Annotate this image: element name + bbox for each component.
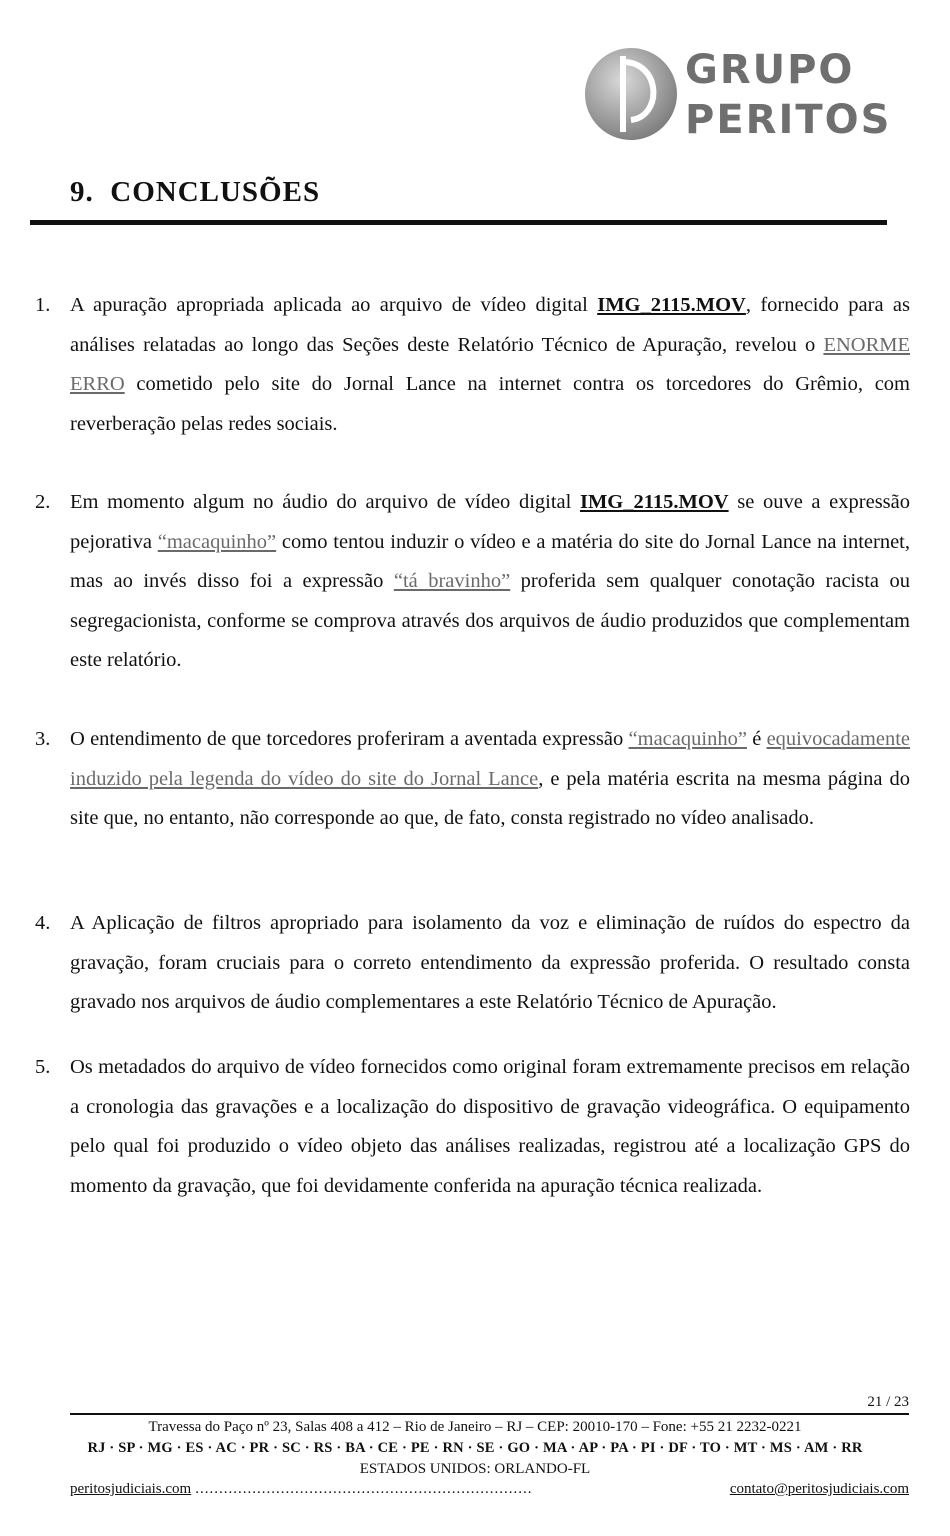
conclusion-item-5 bbox=[30, 1048, 910, 1206]
grupo-peritos-logo-mark bbox=[583, 44, 679, 144]
footer-links bbox=[70, 1479, 909, 1499]
file-name: IMG_2115.MOV bbox=[597, 294, 746, 316]
item-text: A Aplicação de filtros apropriado para isolamento da voz e eliminação de ruídos do espectro da gravação, foram cruciais para o correto entendimento da expressão proferida. O resultado consta gravado nos arquivos de áudio complementares a este Relatório Técnico de Apuração. bbox=[70, 912, 910, 1013]
highlight-macaquinho: “macaquinho” bbox=[628, 728, 747, 750]
file-name: IMG_2115.MOV bbox=[579, 491, 729, 513]
conclusion-item-1 bbox=[30, 286, 910, 483]
item-number: 5. bbox=[35, 1056, 51, 1078]
logo-word-grupo: GRUPO bbox=[685, 47, 855, 93]
footer-states: RJ · SP · MG · ES · AC · PR · SC · RS · BA · CE · PE · RN · SE · GO · MA · AP · PA · PI · DF · TO · MT · MS · AM · RR bbox=[87, 1440, 863, 1456]
footer-email-link[interactable]: contato@peritosjudiciais.com bbox=[729, 1481, 909, 1497]
item-number: 1. bbox=[35, 294, 51, 316]
conclusions-list bbox=[30, 286, 910, 1206]
section-heading bbox=[70, 176, 320, 209]
item-number: 2. bbox=[35, 491, 51, 513]
section-number: 9. bbox=[70, 176, 94, 208]
item-text: Os metadados do arquivo de vídeo fornecidos como original foram extremamente precisos em relação a cronologia das gravações e a localização do dispositivo de gravação videográfica. O equipamento pelo qual foi produzido o vídeo objeto das análises realizadas, registrou até a localização GPS do momento da gravação, que foi devidamente conferida na apuração técnica realizada. bbox=[70, 1056, 910, 1197]
item-text: O entendimento de que torcedores proferiram a aventada expressão “macaquinho” é equivocadamente induzido pela legenda do vídeo do site do Jornal Lance, e pela matéria escrita na mesma página do site que, no entanto, não corresponde ao que, de fato, consta registrado no vídeo analisado. bbox=[70, 728, 910, 829]
page-number: 21 / 23 bbox=[867, 1394, 909, 1410]
footer-website-link[interactable]: peritosjudiciais.com bbox=[70, 1481, 192, 1497]
footer-usa: ESTADOS UNIDOS: ORLANDO-FL bbox=[359, 1461, 591, 1477]
item-number: 4. bbox=[35, 912, 51, 934]
conclusion-item-2 bbox=[30, 483, 910, 720]
highlight-enorme-erro: ENORME ERRO bbox=[70, 333, 910, 395]
conclusion-item-3 bbox=[30, 720, 910, 904]
item-text: A apuração apropriada aplicada ao arquivo de vídeo digital IMG_2115.MOV, fornecido para as análises relatadas ao longo das Seções deste Relatório Técnico de Apuração, revelou o ENORME ERRO cometido pelo site do Jornal Lance na internet contra os torcedores do Grêmio, com reverberação pelas redes sociais. bbox=[70, 294, 910, 435]
highlight-induced-caption: equivocadamente induzido pela legenda do vídeo do site do Jornal Lance bbox=[70, 728, 910, 790]
item-number: 3. bbox=[35, 728, 51, 750]
heading-rule bbox=[30, 220, 887, 225]
highlight-ta-bravinho: “tá bravinho” bbox=[393, 570, 511, 592]
section-title: CONCLUSÕES bbox=[110, 176, 321, 208]
company-logo bbox=[583, 44, 903, 148]
footer-address: Travessa do Paço nº 23, Salas 408 a 412 – Rio de Janeiro – RJ – CEP: 20010-170 – Fone: +55 21 2232-0221 bbox=[148, 1419, 802, 1435]
conclusion-item-4 bbox=[30, 904, 910, 1048]
logo-word-peritos: PERITOS bbox=[685, 97, 892, 143]
footer-dot-leader: ....................................................................... bbox=[195, 1481, 533, 1497]
highlight-macaquinho: “macaquinho” bbox=[157, 530, 277, 553]
footer-rule bbox=[70, 1413, 909, 1415]
item-text: Em momento algum no áudio do arquivo de vídeo digital IMG_2115.MOV se ouve a expressão pejorativa “macaquinho” como tentou induzir o vídeo e a matéria do site do Jornal Lance na internet, mas ao invés disso foi a expressão “tá bravinho” proferida sem qualquer conotação racista ou segregacionista, conforme se comprova através dos arquivos de áudio produzidos que complementam este relatório. bbox=[70, 491, 910, 671]
